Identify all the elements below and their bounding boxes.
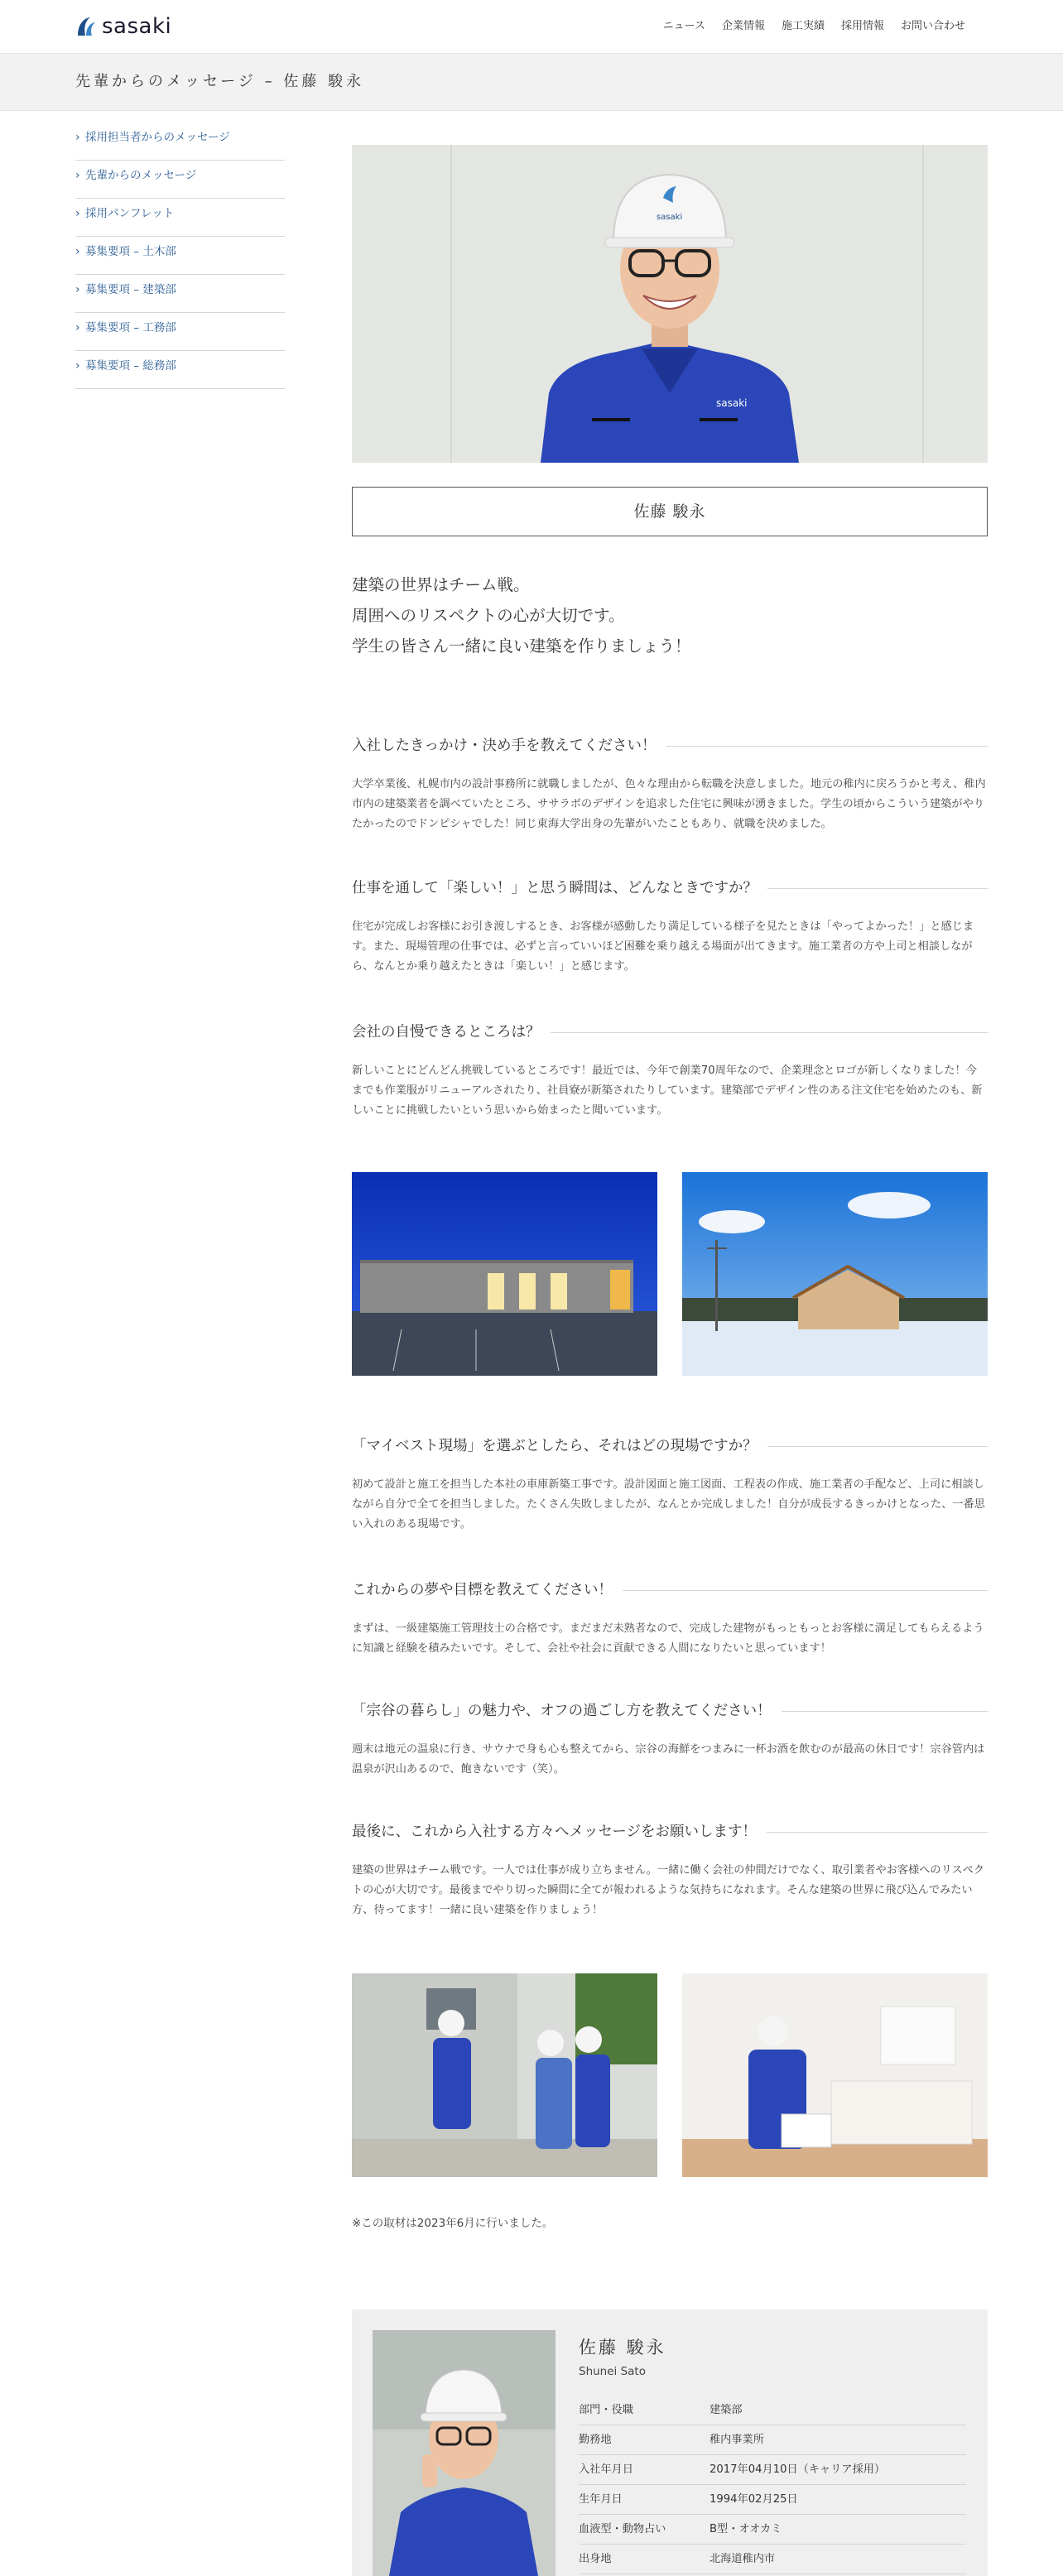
qa-question: 「マイベスト現場」を選ぶとしたら、それはどの現場ですか？	[352, 1435, 988, 1457]
qa-answer: まずは、一級建築施工管理技士の合格です。まだまだ未熟者なので、完成した建物がもっともっとお客様に満足してもらえるように知識と経験を積みたいです。そして、会社や社会に貢献できる人間になりたいと思っています！	[352, 1622, 984, 1655]
nav-news[interactable]: ニュース	[662, 20, 705, 32]
sidebar-menu	[75, 123, 285, 389]
profile-key: 出身地	[579, 2553, 612, 2565]
nav-recruit[interactable]: 採用情報	[840, 20, 884, 32]
profile-row	[579, 2455, 966, 2485]
profile-row	[579, 2425, 966, 2455]
sidebar-item-pamphlet[interactable]: › 採用パンフレット	[75, 199, 285, 237]
sidebar-item-general-affairs[interactable]: › 募集要項 – 総務部	[75, 351, 285, 389]
logo-text: sasaki	[102, 14, 172, 39]
site-logo[interactable]	[75, 13, 171, 40]
profile-table	[579, 2396, 966, 2574]
page-title-band	[0, 53, 1063, 111]
global-nav	[647, 18, 965, 35]
profile-key: 勤務地	[579, 2434, 612, 2446]
profile-value: 2017年04月10日（キャリア採用）	[709, 2463, 886, 2476]
profile-row	[579, 2545, 966, 2574]
interior-inspection-photo	[682, 1973, 988, 2177]
qa-block	[352, 877, 988, 977]
qa-block	[352, 1435, 988, 1535]
site-team-photo	[352, 1973, 657, 2177]
qa-question: これからの夢や目標を教えてください！	[352, 1579, 988, 1601]
hero-section	[352, 145, 988, 463]
qa-question: 仕事を通して「楽しい！」と思う瞬間は、どんなときですか？	[352, 877, 988, 899]
qa-answer: 新しいことにどんどん挑戦しているところです！最近では、今年で創業70周年なので、企業理念とロゴが新しくなりました！今までも作業服がリニューアルされたり、社員寮が新築されたりしています。建築部でデザイン性のある注文住宅を始めたのも、新しいことに挑戦したいという思いから始まったと聞いています。	[352, 1065, 983, 1117]
person-name-box: 佐藤 駿永	[352, 487, 988, 536]
qa-block	[352, 735, 988, 834]
lead-line: 建築の世界はチーム戦。	[352, 575, 530, 594]
wave-logo-icon	[75, 16, 97, 37]
qa-answer: 建築の世界はチーム戦です。一人では仕事が成り立ちません。一緒に働く会社の仲間だけでなく、取引業者やお客様へのリスペクトの心が大切です。最後までやり切った瞬間に全てが報われるような気持ちになれます。そんな建築の世界に飛び込んでみたい方、待ってます！一緒に良い建築を作りましょう！	[352, 1864, 985, 1916]
qa-answer: 初めて設計と施工を担当した本社の車庫新築工事です。設計図面と施工図面、工程表の作成、施工業者の手配など、上司に相談しながら自分で全てを担当しました。たくさん失敗しましたが、なんとか完成しました！自分が成長するきっかけとなった、一番思い入れのある現場です。	[352, 1478, 985, 1531]
profile-name: 佐藤 駿永	[579, 2338, 666, 2357]
person-portrait-illustration	[352, 145, 988, 463]
lead-message	[352, 570, 988, 661]
profile-roman-name: Shunei Sato	[579, 2365, 646, 2378]
lead-line: 周囲へのリスペクトの心が大切です。	[352, 606, 625, 625]
profile-card	[352, 2309, 988, 2576]
profile-key: 入社年月日	[579, 2463, 633, 2476]
profile-value: 稚内事業所	[709, 2434, 764, 2446]
profile-value: B型・オオカミ	[709, 2523, 782, 2535]
qa-block	[352, 1579, 988, 1659]
svg-text:sasaki: sasaki	[657, 213, 683, 222]
profile-key: 生年月日	[579, 2493, 623, 2506]
profile-key: 血液型・動物占い	[579, 2523, 666, 2535]
qa-block	[352, 1821, 988, 1920]
nav-contact[interactable]: お問い合わせ	[900, 20, 965, 32]
lead-line: 学生の皆さん一緒に良い建築を作りましょう！	[352, 637, 691, 656]
qa-question: 会社の自慢できるところは？	[352, 1021, 988, 1043]
qa-block	[352, 1700, 988, 1780]
building-night-photo	[352, 1172, 657, 1376]
qa-answer: 週末は地元の温泉に行き、サウナで身も心も整えてから、宗谷の海鮮をつまみに一杯お酒を飲むのが最高の休日です！宗谷管内は温泉が沢山あるので、飽きないです（笑）。	[352, 1743, 985, 1776]
page-title: 先輩からのメッセージ – 佐藤 駿永	[75, 73, 365, 90]
nav-company[interactable]: 企業情報	[721, 20, 765, 32]
qa-question: 「宗谷の暮らし」の魅力や、オフの過ごし方を教えてください！	[352, 1700, 988, 1722]
profile-value: 1994年02月25日	[709, 2493, 798, 2506]
hero-portrait-photo	[352, 145, 988, 463]
site-header	[0, 0, 1063, 53]
qa-question: 最後に、これから入社する方々へメッセージをお願いします！	[352, 1821, 988, 1843]
sidebar-item-recruiter-message[interactable]: › 採用担当者からのメッセージ	[75, 123, 285, 161]
sidebar-item-civil[interactable]: › 募集要項 – 土木部	[75, 237, 285, 275]
profile-row	[579, 2396, 966, 2425]
qa-answer: 住宅が完成しお客様にお引き渡しするとき、お客様が感動したり満足している様子を見たときは「やってよかった！」と感じます。また、現場管理の仕事では、必ずと言っていいほど困難を乗り越える場面が出てきます。施工業者の方や上司と相談しながら、なんとか乗り越えたときは「楽しい！」と感じます。	[352, 920, 974, 973]
sidebar-item-architecture[interactable]: › 募集要項 – 建築部	[75, 275, 285, 313]
profile-key: 部門・役職	[579, 2404, 633, 2416]
svg-text:sasaki: sasaki	[716, 397, 748, 409]
sidebar-item-senior-message[interactable]: › 先輩からのメッセージ	[75, 161, 285, 199]
qa-block	[352, 1021, 988, 1121]
profile-value: 建築部	[709, 2404, 743, 2416]
nav-works[interactable]: 施工実績	[781, 20, 825, 32]
profile-row	[579, 2515, 966, 2545]
profile-photo	[373, 2330, 556, 2576]
sidebar-item-construction[interactable]: › 募集要項 – 工務部	[75, 313, 285, 351]
qa-answer: 大学卒業後、札幌市内の設計事務所に就職しましたが、色々な理由から転職を決意しました。地元の稚内に戻ろうかと考え、稚内市内の建築業者を調べていたところ、ササラボのデザインを追求した住宅に興味が湧きました。学生の頃からこういう建築がやりたかったのでドンピシャでした！同じ東海大学出身の先輩がいたこともあり、就職を決めました。	[352, 778, 986, 830]
interview-note: ※この取材は2023年6月に行いました。	[352, 2217, 554, 2230]
profile-row	[579, 2485, 966, 2515]
qa-question: 入社したきっかけ・決め手を教えてください！	[352, 735, 988, 757]
profile-value: 北海道稚内市	[709, 2553, 776, 2565]
building-snow-photo	[682, 1172, 988, 1376]
